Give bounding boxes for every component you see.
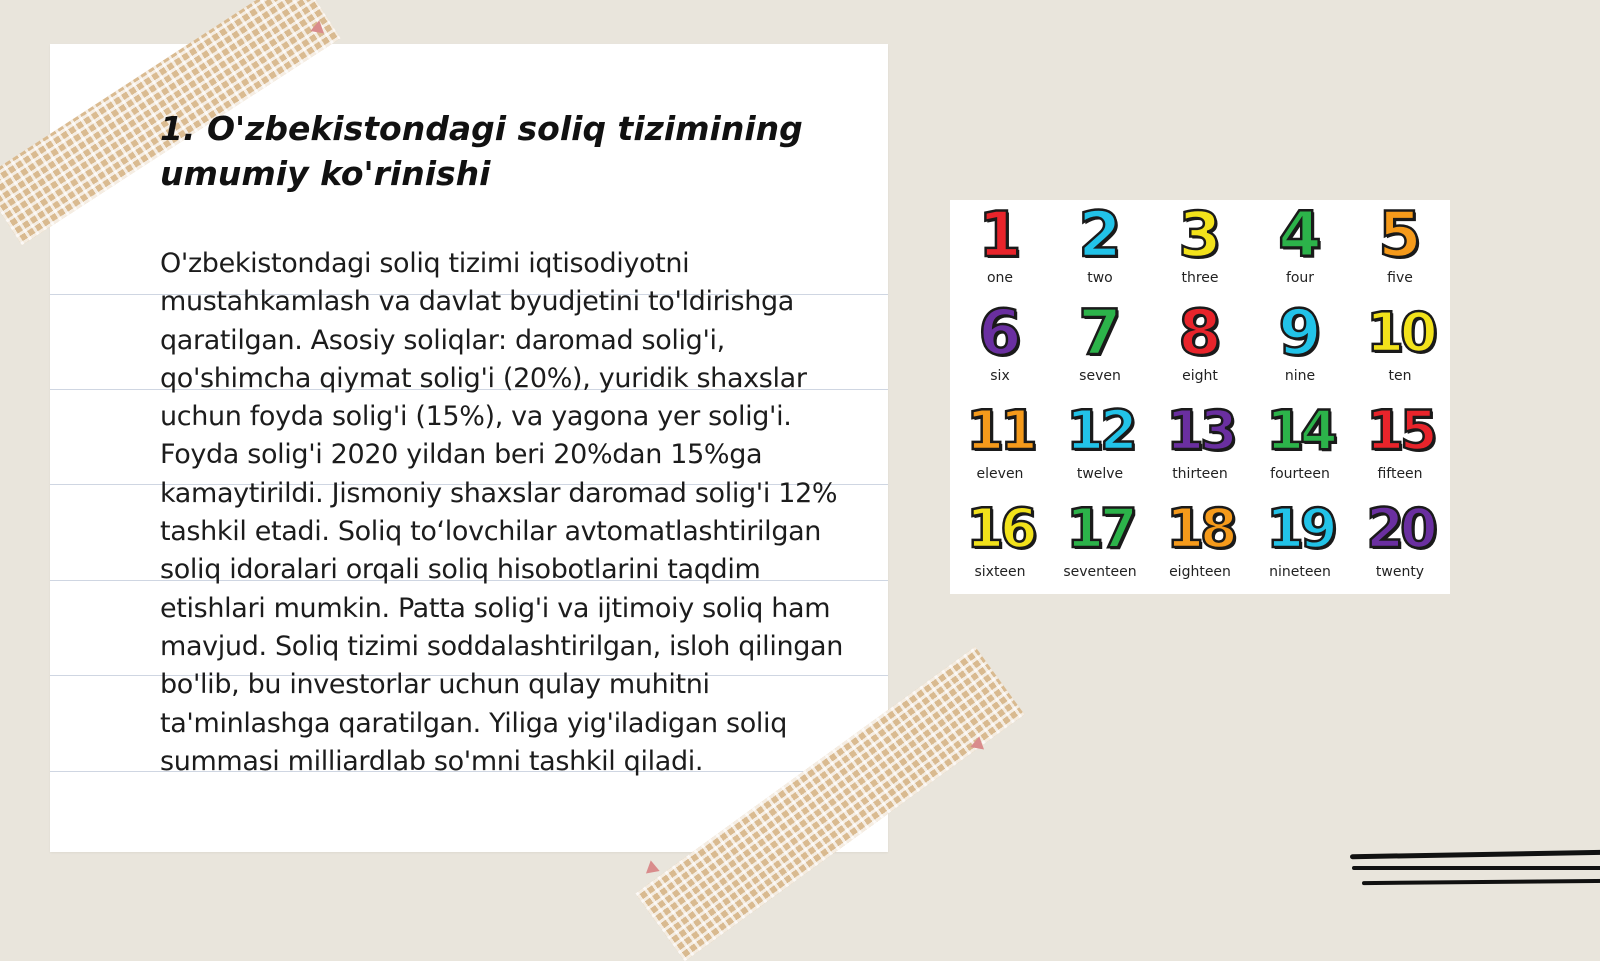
- number-word: three: [1181, 270, 1219, 286]
- number-card-five: [1350, 200, 1450, 298]
- number-card-seven: [1050, 298, 1150, 396]
- number-card-twelve: [1050, 396, 1150, 494]
- number-word: one: [986, 270, 1014, 286]
- slide-title: 1. O'zbekistondagi soliq tizimining umumiy ko'rinishi: [160, 109, 803, 193]
- number-word: twelve: [1076, 466, 1124, 482]
- number-word: seven: [1079, 368, 1121, 384]
- number-card-four: [1250, 200, 1350, 298]
- number-card-six: [950, 298, 1050, 396]
- number-card-ten: [1350, 298, 1450, 396]
- number-digit: 14: [1266, 399, 1334, 462]
- number-card-one: [950, 200, 1050, 298]
- number-word: ten: [1388, 368, 1412, 384]
- number-word: sixteen: [974, 564, 1026, 580]
- number-digit: 12: [1066, 399, 1134, 462]
- brush-stroke: [1352, 866, 1600, 870]
- number-digit: 8: [1178, 296, 1222, 369]
- number-digit: 15: [1366, 399, 1434, 462]
- number-digit: 5: [1378, 198, 1422, 271]
- number-digit: 16: [966, 497, 1034, 560]
- number-word: nine: [1284, 368, 1316, 384]
- number-digit: 17: [1066, 497, 1134, 560]
- number-card-eleven: [950, 396, 1050, 494]
- number-word: five: [1387, 270, 1413, 286]
- slide-body-text: O'zbekistondagi soliq tizimi iqtisodiyotni mustahkamlash va davlat byudjetini to'ldirishga qaratilgan. Asosiy soliqlar: daromad solig'i, qo'shimcha qiymat solig'i (20%), yuridik shaxslar uchun foyda solig'i (15%), va yagona yer solig'i. Foyda solig'i 2020 yildan beri 20%dan 15%ga kamaytirildi. Jismoniy shaxslar daromad solig'i 12% tashkil etadi. Soliq to‘lovchilar avtomatlashtirilgan soliq idoralari orqali soliq hisobotlarini taqdim etishlari mumkin. Patta solig'i va ijtimoiy soliq ham mavjud. Soliq tizimi soddalashtirilgan, isloh qilingan bo'lib, bu investorlar uchun qulay muhitni ta'minlashga qaratilgan. Yiliga yig'iladigan soliq summasi milliardlab so'mni tashkil qiladi.: [160, 248, 843, 777]
- number-word: seventeen: [1063, 564, 1137, 580]
- number-digit: 6: [978, 296, 1022, 369]
- number-digit: 2: [1078, 198, 1122, 271]
- number-word: four: [1285, 270, 1315, 286]
- number-card-fifteen: [1350, 396, 1450, 494]
- number-card-nine: [1250, 298, 1350, 396]
- number-word: thirteen: [1172, 466, 1228, 482]
- number-digit: 1: [978, 198, 1022, 271]
- number-card-eight: [1150, 298, 1250, 396]
- number-card-fourteen: [1250, 396, 1350, 494]
- number-word: six: [990, 368, 1010, 384]
- number-card-two: [1050, 200, 1150, 298]
- number-word: fourteen: [1270, 466, 1330, 482]
- number-digit: 9: [1278, 296, 1322, 369]
- number-card-sixteen: [950, 494, 1050, 592]
- number-digit: 11: [966, 399, 1034, 462]
- number-card-seventeen: [1050, 494, 1150, 592]
- number-card-three: [1150, 200, 1250, 298]
- number-word: fifteen: [1377, 466, 1423, 482]
- number-digit: 3: [1178, 198, 1222, 271]
- number-card-eighteen: [1150, 494, 1250, 592]
- number-word: eleven: [976, 466, 1024, 482]
- number-card-thirteen: [1150, 396, 1250, 494]
- number-digit: 20: [1366, 497, 1434, 560]
- number-digit: 19: [1266, 497, 1334, 560]
- number-digit: 18: [1166, 497, 1234, 560]
- numbers-chart-image: [950, 200, 1450, 594]
- number-digit: 7: [1078, 296, 1122, 369]
- number-digit: 4: [1278, 198, 1322, 271]
- number-word: eighteen: [1169, 564, 1231, 580]
- number-word: two: [1087, 270, 1113, 286]
- number-digit: 13: [1166, 399, 1234, 462]
- number-word: eight: [1182, 368, 1218, 384]
- brush-stroke: [1362, 879, 1600, 885]
- number-card-twenty: [1350, 494, 1450, 592]
- number-digit: 10: [1366, 301, 1434, 364]
- brush-stroke: [1350, 850, 1600, 860]
- number-word: nineteen: [1269, 564, 1331, 580]
- number-word: twenty: [1375, 564, 1425, 580]
- number-card-nineteen: [1250, 494, 1350, 592]
